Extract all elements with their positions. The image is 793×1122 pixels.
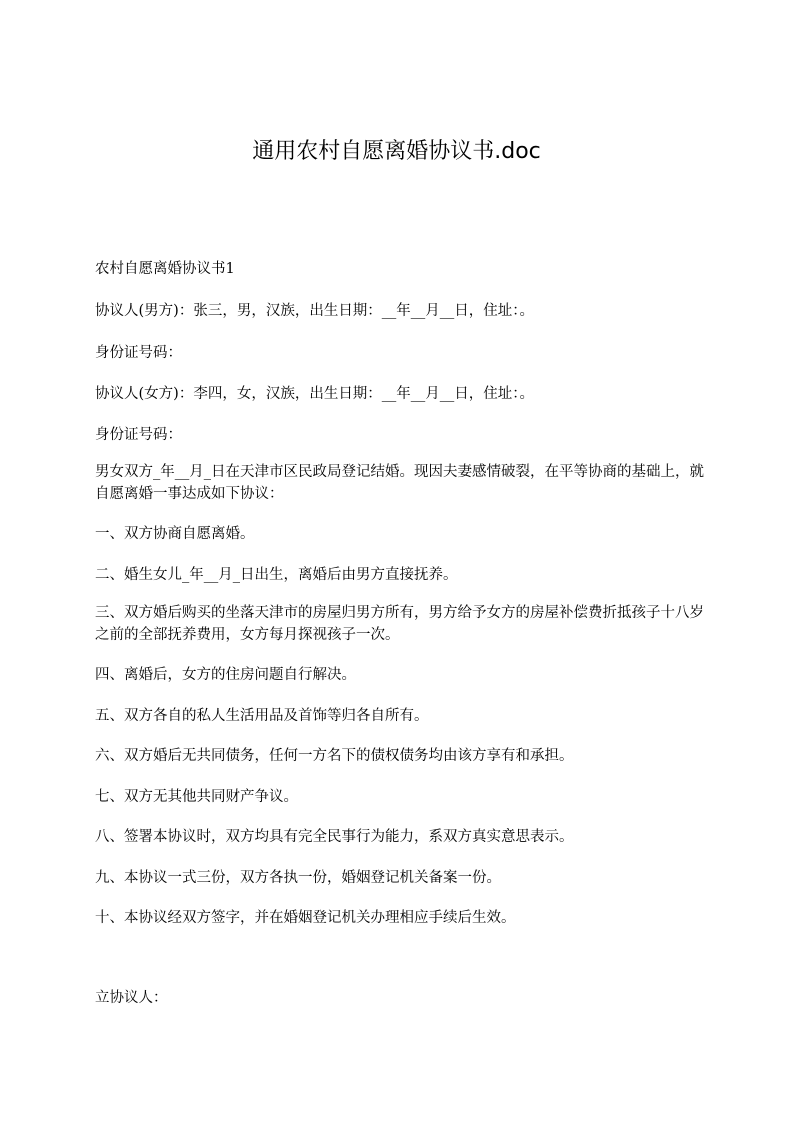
- signature-label: 立协议人：: [95, 990, 168, 1006]
- party-female: 协议人(女方)：李四，女，汉族，出生日期：__年__月__日，住址：。: [95, 386, 535, 402]
- id-number-male: 身份证号码：: [95, 345, 182, 361]
- clause-5: 五、双方各自的私人生活用品及首饰等归各自所有。: [95, 708, 429, 724]
- clause-9: 九、本协议一式三份，双方各执一份，婚姻登记机关备案一份。: [95, 870, 501, 886]
- clause-7: 七、双方无其他共同财产争议。: [95, 789, 298, 805]
- section-heading: 农村自愿离婚协议书1: [95, 261, 235, 277]
- clause-10: 十、本协议经双方签字，并在婚姻登记机关办理相应手续后生效。: [95, 910, 516, 926]
- id-number-female: 身份证号码：: [95, 427, 182, 443]
- clause-6: 六、双方婚后无共同债务，任何一方名下的债权债务均由该方享有和承担。: [95, 748, 574, 764]
- clause-2: 二、婚生女儿_年__月_日出生，离婚后由男方直接抚养。: [95, 567, 458, 583]
- clause-1: 一、双方协商自愿离婚。: [95, 526, 255, 542]
- document-title: 通用农村自愿离婚协议书.doc: [252, 139, 541, 164]
- intro-paragraph: 男女双方_年__月_日在天津市区民政局登记结婚。现因夫妻感情破裂，在平等协商的基础上，就自愿离婚一事达成如下协议：: [95, 464, 704, 502]
- clause-4: 四、离婚后，女方的住房问题自行解决。: [95, 667, 356, 683]
- clause-8: 八、签署本协议时，双方均具有完全民事行为能力，系双方真实意思表示。: [95, 829, 574, 845]
- clause-3: 三、双方婚后购买的坐落天津市的房屋归男方所有，男方给予女方的房屋补偿费折抵孩子十八岁之前的全部抚养费用，女方每月探视孩子一次。: [95, 605, 704, 643]
- party-male: 协议人(男方)：张三，男，汉族，出生日期：__年__月__日，住址：。: [95, 303, 535, 319]
